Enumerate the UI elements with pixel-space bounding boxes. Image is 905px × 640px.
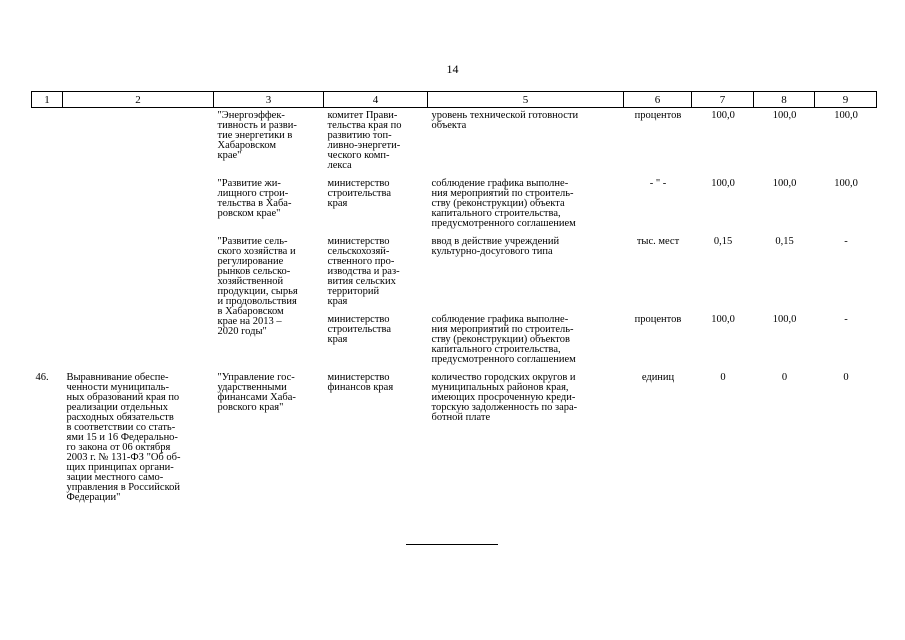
indicator-cell: соблюдение графика выполне- ния мероприятий по строитель- ству (реконструкции) объектов капитального строительства, предусмотренного соглашением (431, 314, 576, 365)
row-number (32, 108, 63, 177)
value-2015-cell: 100,0 (772, 110, 797, 121)
column-header-7: 7 (692, 92, 754, 108)
column-header-8: 8 (754, 92, 815, 108)
value-2015-cell: 100,0 (772, 314, 797, 325)
direction-cell (63, 312, 214, 370)
value-2016-cell: 100,0 (834, 110, 858, 121)
unit-cell: процентов (634, 314, 682, 325)
table-row (32, 108, 877, 177)
column-header-3: 3 (214, 92, 324, 108)
row-number (32, 312, 63, 370)
indicator-cell: ввод в действие учреждений культурно-досугового типа (431, 236, 560, 257)
column-header-9: 9 (815, 92, 877, 108)
program-cell: "Энергоэффек- тивность и разви- тие энергетики в Хабаровском крае" (217, 110, 297, 161)
table-row (32, 234, 877, 312)
executor-cell: министерство строительства края (327, 178, 392, 209)
value-2016-cell: 100,0 (834, 178, 858, 189)
unit-cell: тыс. мест (636, 236, 680, 247)
direction-cell: Выравнивание обеспе- ченности муниципаль- ных образований края по реализации отдельных расходных обязательств в соответствии со стать- ями 15 и 16 Федерально- го закона от 06 октября 2003 г. № 131-ФЗ "Об об- щих принципах органи- зации местного само- управления в Российской Федерации" (66, 372, 181, 503)
value-2015-cell: 0 (781, 372, 788, 383)
program-cell: "Развитие жи- лищного строи- тельства в Хаба- ровском крае" (217, 178, 292, 219)
column-header-1: 1 (32, 92, 63, 108)
indicator-cell: соблюдение графика выполне- ния мероприятий по строитель- ству (реконструкции) объекта капитального строительства, предусмотренного соглашением (431, 178, 576, 229)
program-cell: "Развитие сель- ского хозяйства и регулирование рынков сельско- хозяйственной продукции, сырья и продовольствия в Хабаровском крае на 2013 – 2020 годы" (217, 236, 298, 337)
value-2015-cell: 100,0 (772, 178, 797, 189)
value-2014-cell: 100,0 (711, 110, 735, 121)
value-2015-cell: 0,15 (775, 236, 794, 247)
direction-cell (63, 234, 214, 312)
value-2016-cell: - (844, 314, 848, 325)
direction-cell (63, 176, 214, 234)
footer-divider (406, 544, 498, 545)
value-2014-cell: 100,0 (711, 178, 735, 189)
row-number: 46. (35, 372, 49, 383)
executor-cell: министерство финансов края (327, 372, 394, 393)
executor-cell: комитет Прави- тельства края по развитию топ- ливно-энергети- ческого комп- лекса (327, 110, 402, 171)
direction-cell (63, 108, 214, 177)
program-cell: "Управление гос- ударственными финансами Хаба- ровского края" (217, 372, 296, 413)
table-row (32, 312, 877, 370)
column-header-2: 2 (63, 92, 214, 108)
program-table (31, 91, 877, 508)
page-number: 14 (446, 62, 459, 76)
unit-cell: единиц (641, 372, 675, 383)
executor-cell: министерство строительства края (327, 314, 392, 345)
column-number-row (32, 92, 877, 108)
value-2014-cell: 100,0 (711, 314, 735, 325)
indicator-cell: количество городских округов и муниципальных районов края, имеющих просроченную креди- торскую задолженность по зара- ботной плате (431, 372, 578, 423)
column-header-6: 6 (624, 92, 692, 108)
value-2016-cell: 0 (843, 372, 849, 383)
column-header-4: 4 (324, 92, 428, 108)
executor-cell: министерство сельскохозяй- ственного про- изводства и раз- вития сельских территорий края (327, 236, 400, 307)
value-2014-cell: 0,15 (713, 236, 733, 247)
indicator-cell: уровень технической готовности объекта (431, 110, 579, 131)
table-row (32, 370, 877, 508)
value-2016-cell: - (844, 236, 848, 247)
column-header-5: 5 (428, 92, 624, 108)
table-row (32, 176, 877, 234)
unit-cell: процентов (634, 110, 682, 121)
row-number (32, 234, 63, 312)
unit-cell: - " - (649, 178, 667, 189)
table-body (32, 108, 877, 509)
table-header (32, 92, 877, 108)
row-number (32, 176, 63, 234)
value-2014-cell: 0 (720, 372, 726, 383)
